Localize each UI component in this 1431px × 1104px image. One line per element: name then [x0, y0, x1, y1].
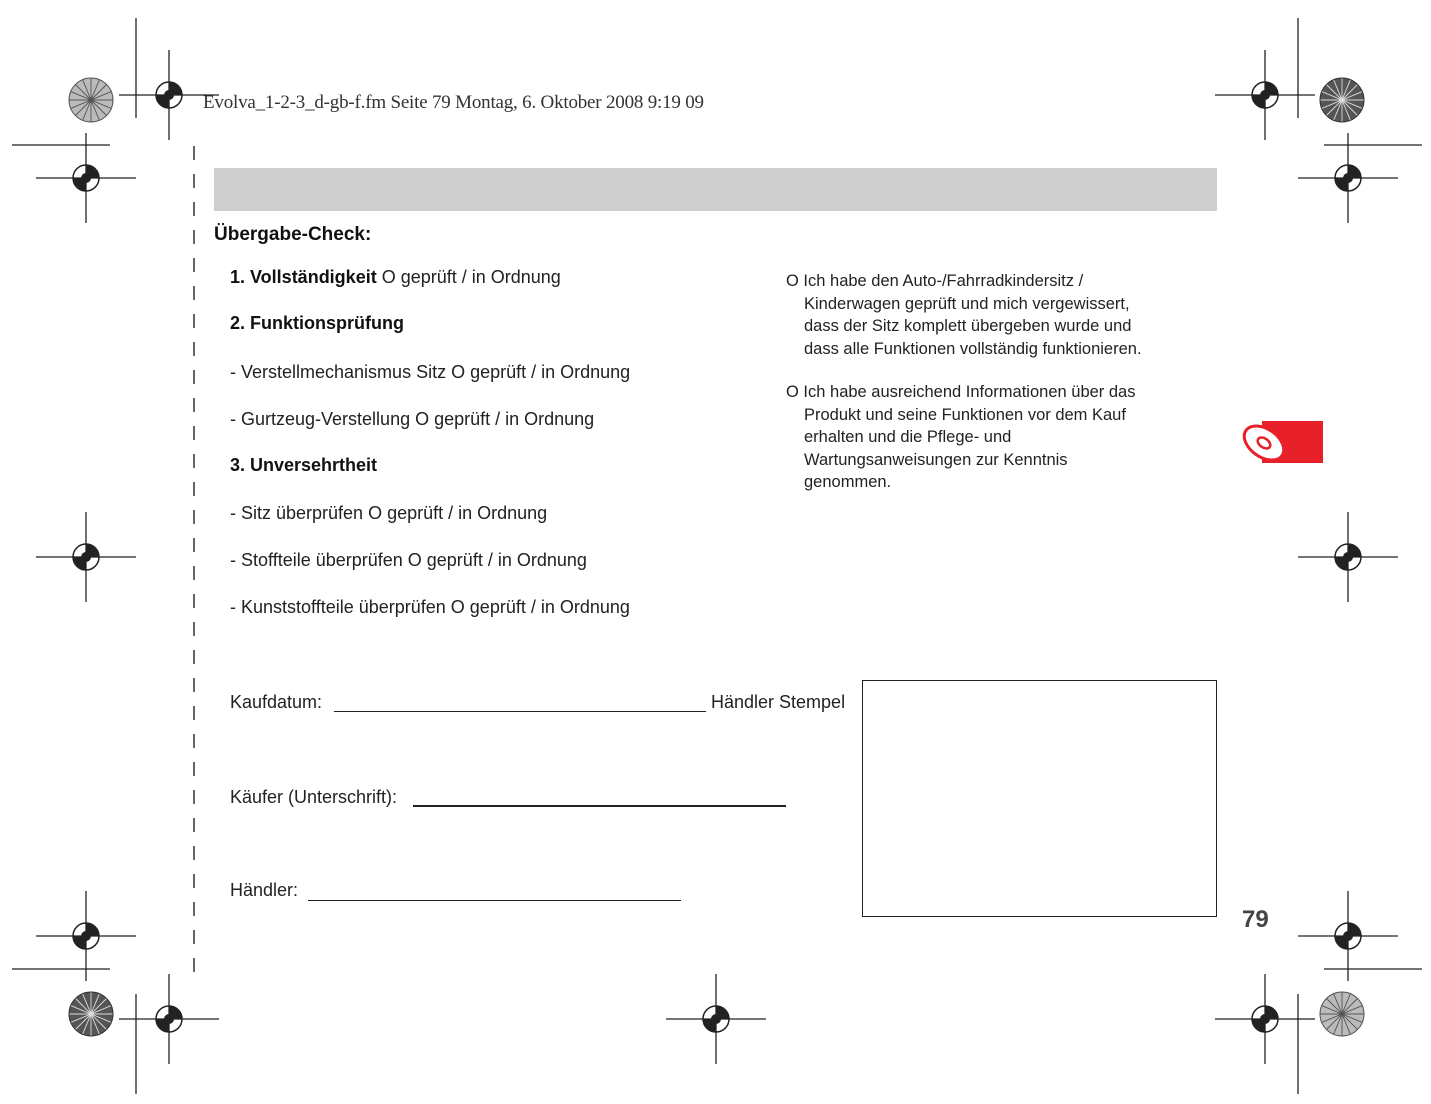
registration-mark — [36, 891, 136, 981]
declaration-line: erhalten und die Pflege- und — [804, 428, 1012, 446]
declaration-line: O Ich habe ausreichend Informationen über das — [786, 383, 1136, 401]
checklist-item-fabric: - Stoffteile überprüfen O geprüft / in Ordnung — [230, 550, 587, 570]
dealer-line[interactable] — [308, 900, 681, 901]
page-number: 79 — [1242, 906, 1269, 933]
declaration-line: dass der Sitz komplett übergeben wurde und — [804, 317, 1132, 335]
declaration-line: O Ich habe den Auto-/Fahrradkindersitz / — [786, 272, 1084, 290]
checklist-item-plastic: - Kunststoffteile überprüfen O geprüft / in Ordnung — [230, 597, 630, 617]
registration-mark — [36, 512, 136, 602]
declaration-inspected — [786, 270, 1226, 360]
color-bar-mark — [1320, 992, 1364, 1036]
checklist-item-seat-adjust: - Verstellmechanismus Sitz O geprüft / in Ordnung — [230, 362, 631, 382]
registration-mark — [36, 133, 136, 223]
dealer-stamp-label: Händler Stempel — [711, 692, 846, 712]
declaration-line: dass alle Funktionen vollständig funktionieren. — [804, 339, 1142, 358]
registration-mark — [1215, 50, 1315, 140]
declaration-line: genommen. — [804, 473, 892, 491]
checklist-item-seat: - Sitz überprüfen O geprüft / in Ordnung — [230, 503, 548, 523]
registration-mark — [666, 974, 766, 1064]
checklist-item-completeness — [230, 267, 561, 288]
side-tab — [1238, 419, 1323, 467]
checklist-heading-integrity: 3. Unversehrtheit — [230, 455, 378, 475]
checklist-item-harness: - Gurtzeug-Verstellung O geprüft / in Ordnung — [230, 409, 595, 429]
buyer-signature-line[interactable] — [413, 805, 786, 807]
declaration-line: Kinderwagen geprüft und mich vergewissert, — [804, 294, 1130, 313]
registration-mark — [1298, 891, 1398, 981]
registration-mark — [119, 974, 219, 1064]
item-label: 1. Vollständigkeit — [230, 267, 377, 287]
file-slug: Evolva_1-2-3_d-gb-f.fm Seite 79 Montag, 6. Oktober 2008 9:19 09 — [203, 92, 704, 113]
color-bar-mark — [1320, 78, 1364, 122]
declaration-informed — [786, 381, 1226, 494]
purchase-date-label: Kaufdatum: — [230, 692, 323, 712]
registration-mark — [1298, 512, 1398, 602]
checklist-heading-function: 2. Funktionsprüfung — [230, 313, 404, 333]
color-bar-mark — [69, 992, 113, 1036]
dealer-stamp-box[interactable] — [862, 680, 1217, 917]
registration-mark — [1215, 974, 1315, 1064]
section-title: Übergabe-Check: — [214, 224, 372, 245]
buyer-signature-label: Käufer (Unterschrift): — [230, 787, 398, 807]
color-bar-mark — [69, 78, 113, 122]
dealer-label: Händler: — [230, 880, 299, 900]
declaration-line: Wartungsanweisungen zur Kenntnis — [804, 450, 1068, 469]
section-header-bar — [214, 168, 1217, 211]
purchase-date-line[interactable] — [334, 711, 706, 712]
declaration-line: Produkt und seine Funktionen vor dem Kauf — [804, 405, 1126, 424]
item-status: O geprüft / in Ordnung — [381, 267, 561, 287]
registration-mark — [1298, 133, 1398, 223]
